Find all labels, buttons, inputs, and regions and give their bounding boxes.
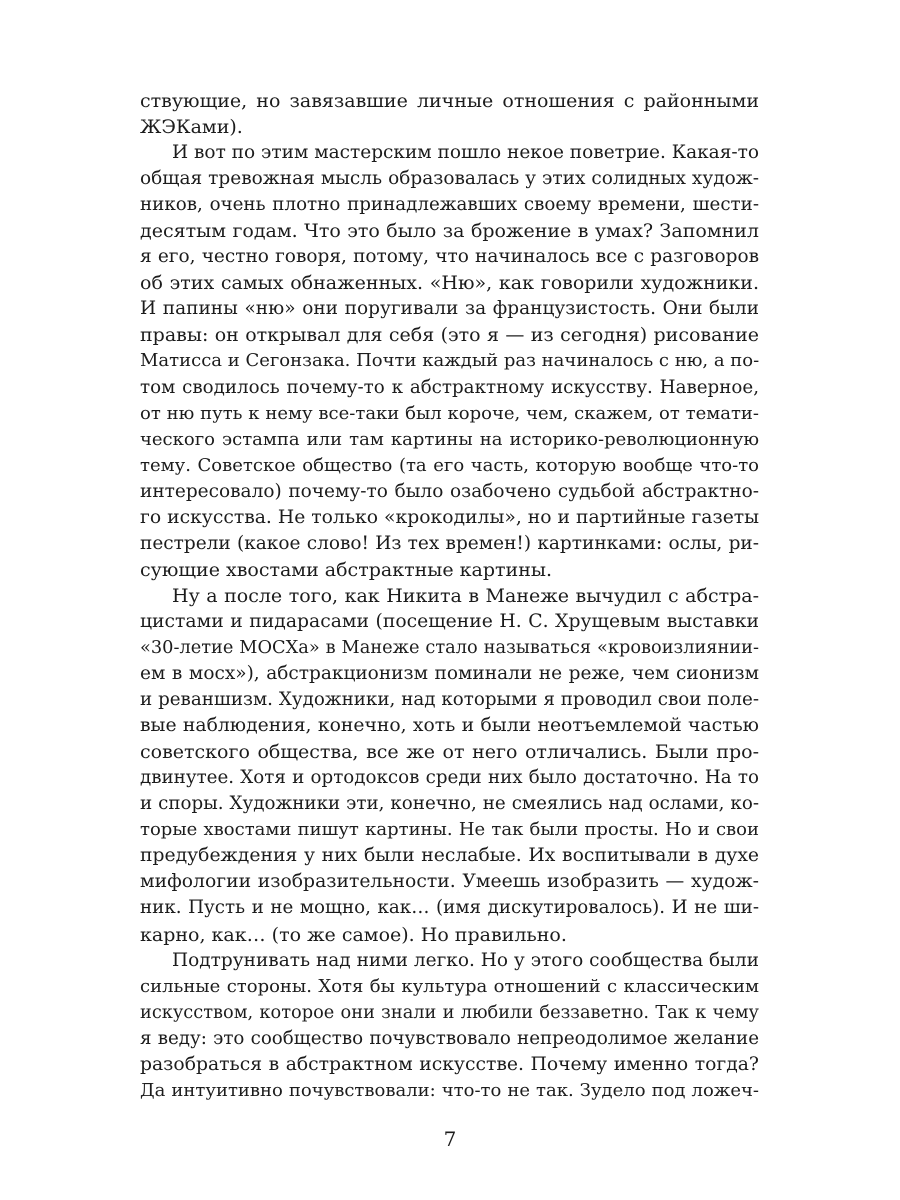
text-line: двинутее. Хотя и ортодоксов среди них было достаточно. На то [140,767,759,789]
text-line: десятым годам. Что это было за брожение в умах? Запомнил [140,220,759,243]
text-line: мифологии изобразительности. Умеешь изобразить — худож- [140,871,759,893]
text-line: сильные стороны. Хотя бы культура отношений с классическим [140,975,759,997]
text-line: Ну а после того, как Никита в Манеже вычудил с абстра- [172,584,759,607]
text-line: тему. Советское общество (та его часть, которую вообще что-то [140,454,759,476]
paragraph [140,88,759,140]
text-line: от ню путь к нему все-таки был короче, чем, скажем, от темати- [140,402,759,424]
text-line: общая тревожная мысль образовалась у этих солидных худож- [140,168,759,190]
text-line: Матисса и Сегонзака. Почти каждый раз начиналось с ню, а по- [140,350,760,372]
text-line: разобраться в абстрактном искусстве. Почему именно тогда? [140,1053,759,1075]
text-line: Да интуитивно почувствовали: что-то не так. Зудело под ложеч- [140,1079,759,1101]
text-line: «30-летие МОСХа» в Манеже стало называться «кровоизлиянии- [140,637,759,658]
text-line: вые наблюдения, конечно, хоть и были неотъемлемой частью [140,715,759,737]
text-line: правы: он открывал для себя (это я — из сегодня) рисование [140,324,759,347]
paragraph [140,583,759,948]
text-line: советского общества, все же от него отличались. Были про- [140,741,759,764]
page-number: 7 [443,1127,457,1151]
text-line: ников, очень плотно принадлежавших своему времени, шести- [140,194,759,216]
text-line: торые хвостами пишут картины. Не так были просты. Но и свои [140,819,759,841]
text-line: и споры. Художники эти, конечно, не смеялись над ослами, ко- [140,793,759,815]
text-line: я его, честно говоря, потому, что начиналось все с разговоров [140,246,759,268]
text-line: том сводилось почему-то к абстрактному искусству. Наверное, [140,376,759,398]
text-line: ствующие, но завязавшие личные отношения с районными [140,90,759,112]
text-line: ем в мосх»), абстракционизм поминали не реже, чем сионизм [140,663,759,685]
text-line: интересовало) почему-то было озабочено судьбой абстрактно- [140,480,759,502]
text-line: ЖЭКами). [140,116,243,139]
text-line: искусством, которое они знали и любили беззаветно. Так к чему [140,1002,759,1023]
text-line: И папины «ню» они поругивали за французистость. Они были [140,298,759,320]
text-line: предубеждения у них были неслабые. Их воспитывали в духе [140,845,759,867]
text-line: го искусства. Не только «крокодилы», но и партийные газеты [140,506,760,528]
paragraph [140,140,759,583]
text-line: и реваншизм. Художники, над которыми я проводил свои поле- [140,689,759,711]
text-line: ческого эстампа или там картины на историко-революционную [140,428,759,450]
text-line: карно, как… (то же самое). Но правильно. [140,923,567,946]
text-line: об этих самых обнаженных. «Ню», как говорили художники. [140,272,759,295]
paragraph [140,948,759,1104]
text-line: сующие хвостами абстрактные картины. [140,558,553,581]
text-line: ник. Пусть и не мощно, как… (имя дискутировалось). И не ши- [140,897,759,919]
text-line: И вот по этим мастерским пошло некое поветрие. Какая-то [172,142,759,164]
text-line: цистами и пидарасами (посещение Н. С. Хрущевым выставки [140,610,759,632]
text-line: Подтрунивать над ними легко. Но у этого сообщества были [172,949,759,971]
text-line: я веду: это сообщество почувствовало непреодолимое желание [140,1027,759,1049]
text-line: пестрели (какое слово! Из тех времен!) картинками: ослы, ри- [140,532,759,554]
body-text [140,88,759,1104]
